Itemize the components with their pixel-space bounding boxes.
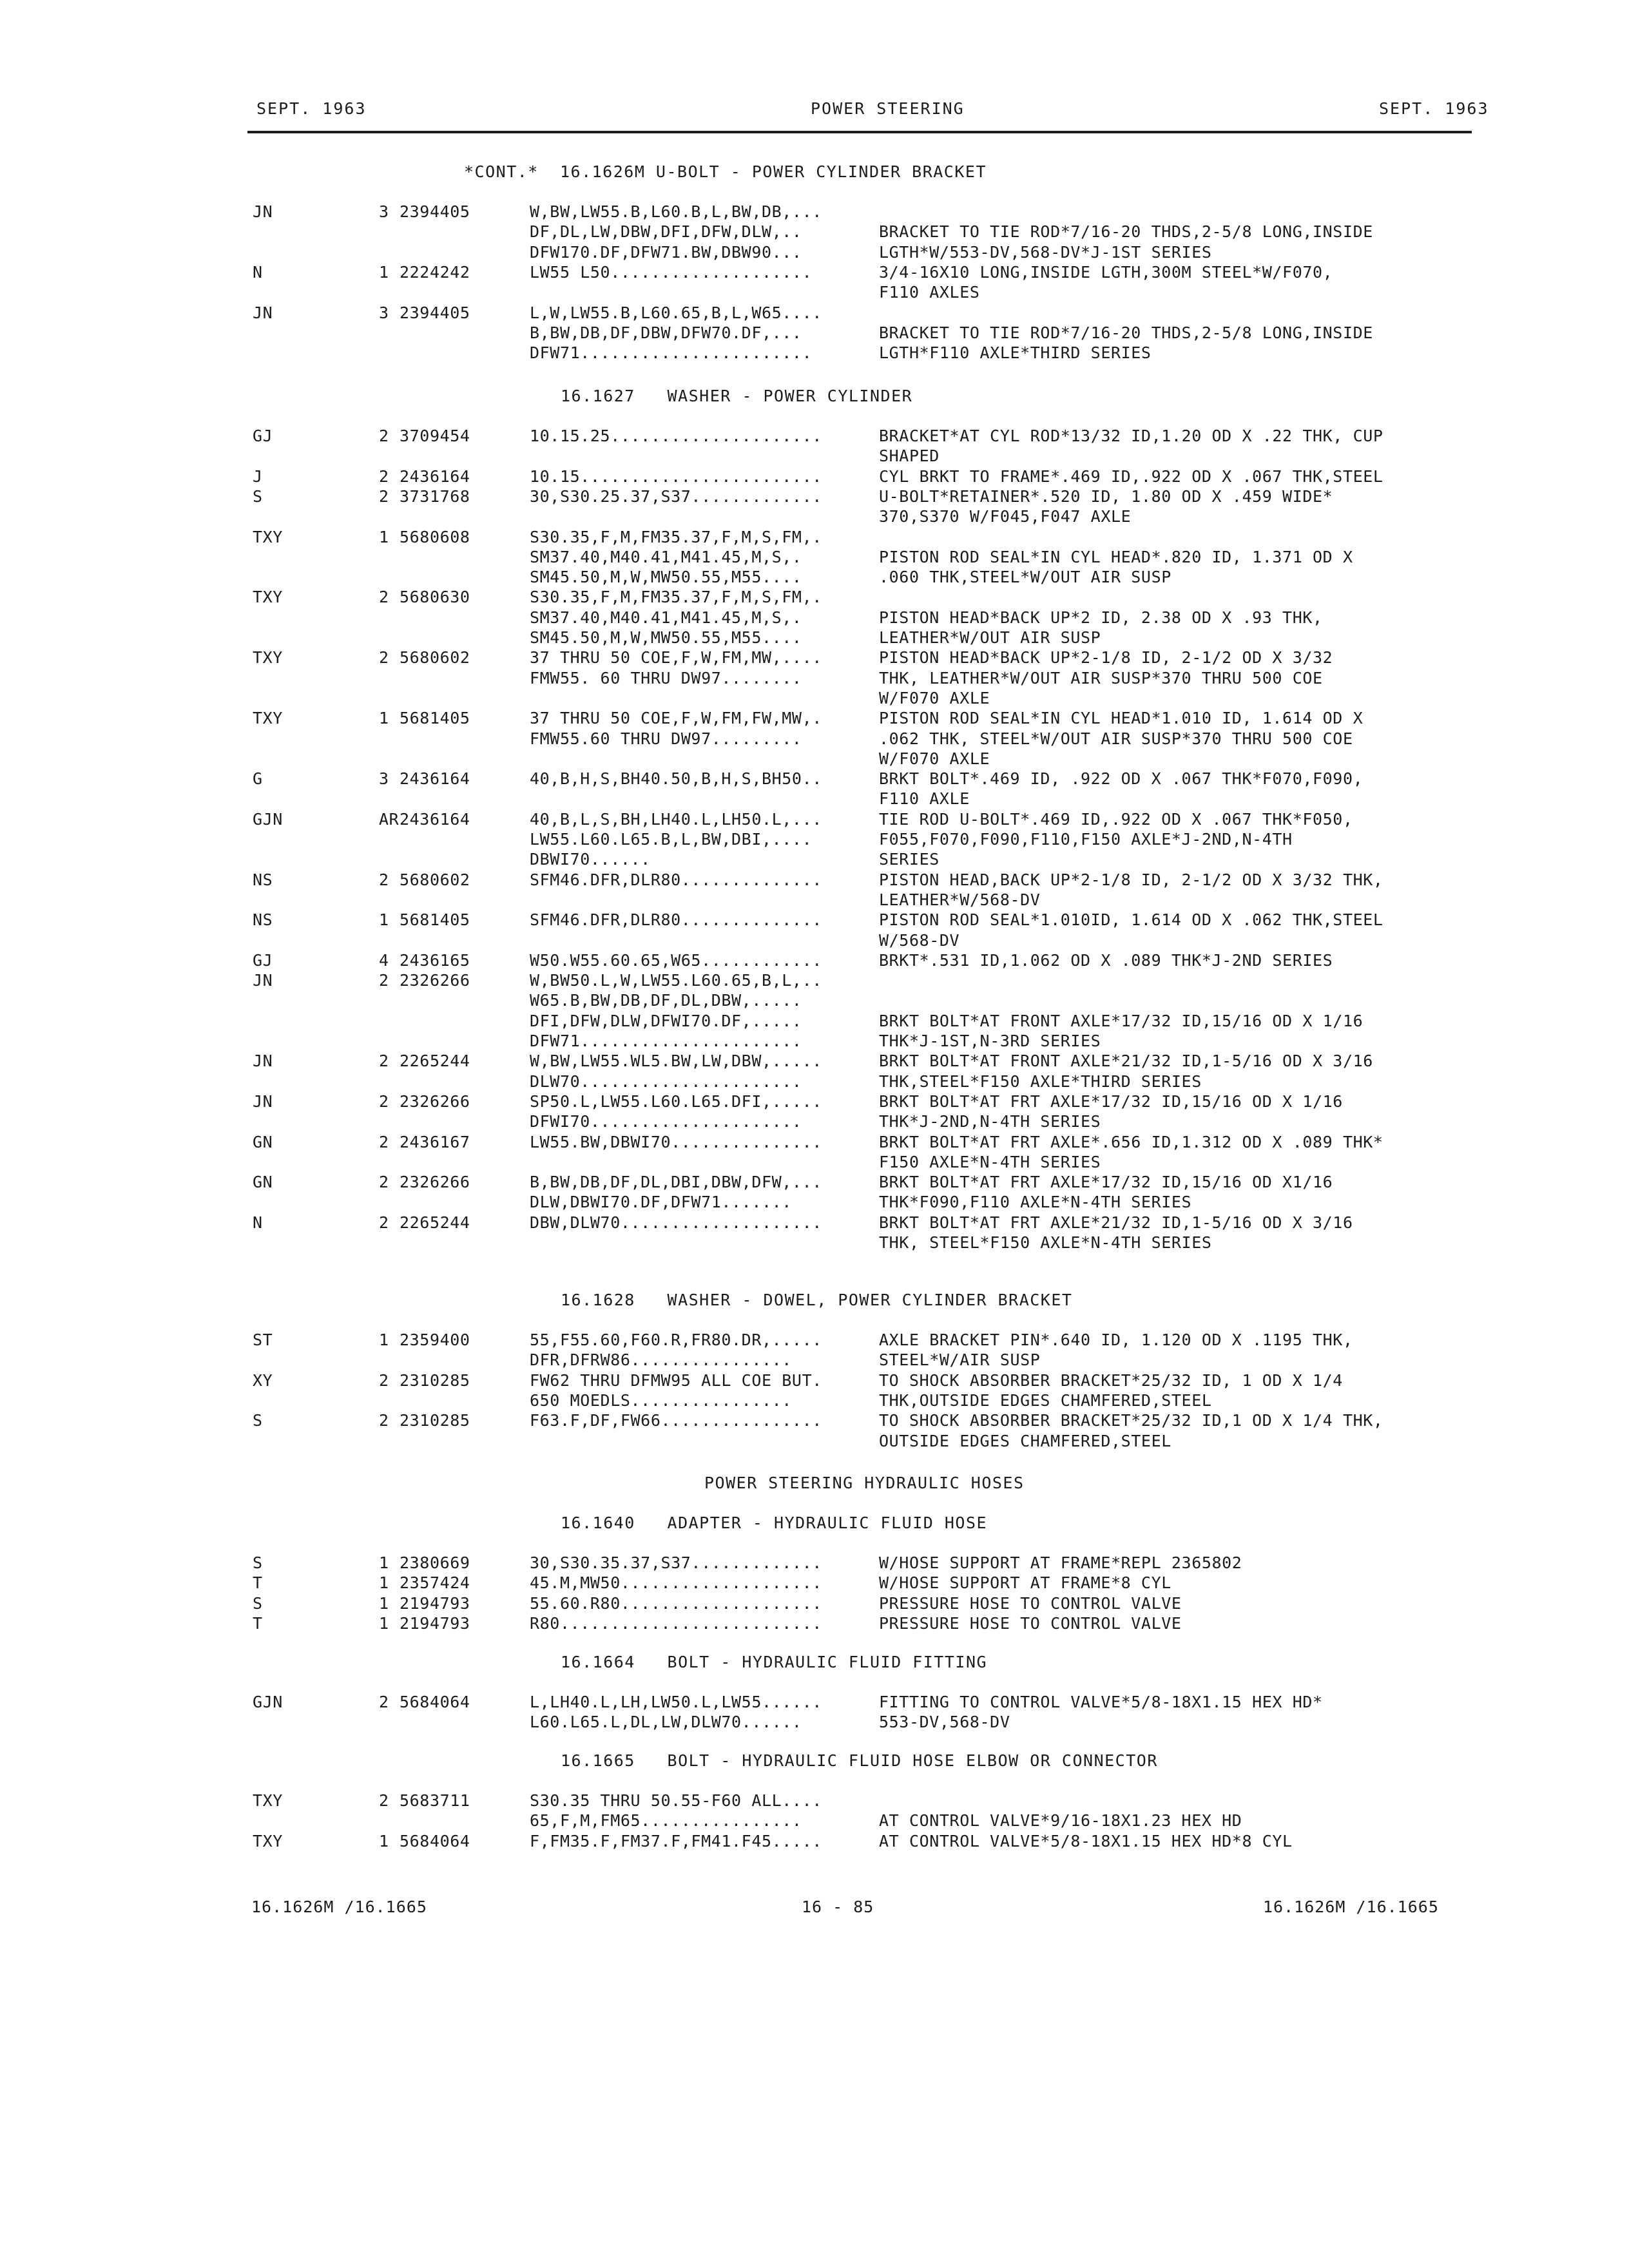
page-number: 16 - 85 xyxy=(802,1898,874,1916)
row-description: BRKT BOLT*AT FRT AXLE*17/32 ID,15/16 OD X1/16 xyxy=(879,1173,1333,1192)
row-code: GJ xyxy=(253,950,273,970)
row-qty: 2 xyxy=(379,1370,389,1390)
row-description: PISTON HEAD*BACK UP*2-1/8 ID, 2-1/2 OD X 3/32 xyxy=(879,648,1333,668)
row-application: F,FM35.F,FM37.F,FM41.F45..... xyxy=(530,1831,822,1850)
row-description: PISTON ROD SEAL*IN CYL HEAD*1.010 ID, 1.614 OD X xyxy=(879,709,1364,728)
row-part-number: 2359400 xyxy=(400,1331,470,1349)
row-part-number: 2436164 xyxy=(400,769,470,789)
row-description: F150 AXLE*N-4TH SERIES xyxy=(879,1152,1101,1171)
row-application: W,BW,LW55.B,L60.B,L,BW,DB,... xyxy=(530,202,822,221)
row-description: SHAPED xyxy=(879,447,940,466)
row-application: DBW,DLW70.................... xyxy=(530,1213,822,1232)
row-part-number: 2436165 xyxy=(400,950,470,970)
row-qty: 3 xyxy=(379,769,389,789)
row-description: 3/4-16X10 LONG,INSIDE LGTH,300M STEEL*W/F070, xyxy=(879,262,1333,282)
row-part-number: 5681405 xyxy=(400,910,470,930)
row-description: THK,STEEL*F150 AXLE*THIRD SERIES xyxy=(879,1072,1202,1091)
row-code: S xyxy=(253,486,263,506)
row-qty: 1 xyxy=(379,1613,389,1633)
row-application: SFM46.DFR,DLR80.............. xyxy=(530,870,822,889)
row-description: W/F070 AXLE xyxy=(879,749,990,768)
row-application: W65.B,BW,DB,DF,DL,DBW,..... xyxy=(530,991,802,1010)
row-description: AT CONTROL VALVE*5/8-18X1.15 HEX HD*8 CYL xyxy=(879,1831,1293,1850)
row-description: BRKT BOLT*AT FRT AXLE*17/32 ID,15/16 OD X 1/16 xyxy=(879,1091,1343,1111)
row-code: ST xyxy=(253,1331,273,1349)
row-application: L,W,LW55.B,L60.65,B,L,W65.... xyxy=(530,303,822,322)
row-qty: 2 xyxy=(379,870,389,889)
row-description: THK*J-2ND,N-4TH SERIES xyxy=(879,1112,1101,1131)
row-qty: 2 xyxy=(379,588,389,607)
row-description: W/F070 AXLE xyxy=(879,688,990,707)
row-code: GJN xyxy=(253,809,283,829)
row-code: S xyxy=(253,1553,263,1572)
row-code: S xyxy=(253,1411,263,1430)
row-application: 45.M,MW50.................... xyxy=(530,1573,822,1593)
row-application: 40,B,H,S,BH40.50,B,H,S,BH50.. xyxy=(530,769,822,789)
row-application: S30.35,F,M,FM35.37,F,M,S,FM,. xyxy=(530,588,822,607)
row-part-number: 2224242 xyxy=(400,262,470,282)
row-qty: 3 xyxy=(379,202,389,221)
row-part-number: 5683711 xyxy=(400,1791,470,1810)
row-part-number: 2326266 xyxy=(400,1173,470,1192)
row-description: PISTON HEAD,BACK UP*2-1/8 ID, 2-1/2 OD X 3/32 THK, xyxy=(879,870,1383,889)
row-description: THK,OUTSIDE EDGES CHAMFERED,STEEL xyxy=(879,1390,1212,1410)
row-code: T xyxy=(253,1573,263,1593)
row-application: 30,S30.25.37,S37............. xyxy=(530,486,822,506)
row-qty: 1 xyxy=(379,1331,389,1349)
row-qty: 2 xyxy=(379,1791,389,1810)
row-application: LW55.L60.L65.B,L,BW,DBI,.... xyxy=(530,830,813,849)
row-application: DFWI70..................... xyxy=(530,1112,802,1131)
row-part-number: 2326266 xyxy=(400,1091,470,1111)
row-description: W/568-DV xyxy=(879,930,960,950)
row-qty: 2 xyxy=(379,1213,389,1232)
row-application: W,BW50.L,W,LW55.L60.65,B,L,.. xyxy=(530,971,822,990)
row-code: XY xyxy=(253,1370,273,1390)
section-heading: 16.1627 WASHER - POWER CYLINDER xyxy=(561,387,913,405)
row-code: JN xyxy=(253,971,273,990)
row-application: 10.15.25..................... xyxy=(530,427,822,445)
row-description: FITTING TO CONTROL VALVE*5/8-18X1.15 HEX HD* xyxy=(879,1693,1323,1711)
row-part-number: 2394405 xyxy=(400,202,470,221)
row-application: LW55 L50.................... xyxy=(530,262,813,282)
section-heading: POWER STEERING HYDRAULIC HOSES xyxy=(704,1474,1025,1492)
row-qty: 1 xyxy=(379,527,389,546)
row-code: GJ xyxy=(253,427,273,445)
row-code: T xyxy=(253,1613,263,1633)
row-code: NS xyxy=(253,870,273,889)
row-part-number: 2436164 xyxy=(400,809,470,829)
row-part-number: 2194793 xyxy=(400,1613,470,1633)
row-description: .062 THK, STEEL*W/OUT AIR SUSP*370 THRU 500 COE xyxy=(879,729,1353,748)
row-qty: 2 xyxy=(379,466,389,486)
row-application: DLW70...................... xyxy=(530,1072,802,1091)
row-part-number: 5684064 xyxy=(400,1693,470,1711)
row-code: JN xyxy=(253,303,273,322)
row-qty: 2 xyxy=(379,1132,389,1151)
row-qty: 2 xyxy=(379,486,389,506)
row-application: LW55.BW,DBWI70............... xyxy=(530,1132,822,1151)
row-application: 37 THRU 50 COE,F,W,FM,MW,.... xyxy=(530,648,822,668)
row-qty: 2 xyxy=(379,1052,389,1071)
row-application: FW62 THRU DFMW95 ALL COE BUT. xyxy=(530,1370,822,1390)
row-description: PISTON ROD SEAL*1.010ID, 1.614 OD X .062 THK,STEEL xyxy=(879,910,1383,930)
section-heading: 16.1665 BOLT - HYDRAULIC FLUID HOSE ELBOW OR CONNECTOR xyxy=(561,1751,1158,1770)
row-application: FMW55. 60 THRU DW97........ xyxy=(530,668,802,687)
row-qty: 1 xyxy=(379,1573,389,1593)
row-application: SM37.40,M40.41,M41.45,M,S,. xyxy=(530,547,802,566)
row-description: BRKT BOLT*AT FRT AXLE*.656 ID,1.312 OD X .089 THK* xyxy=(879,1132,1383,1151)
row-application: W,BW,LW55.WL5.BW,LW,DBW,..... xyxy=(530,1052,822,1071)
row-application: SM45.50,M,W,MW50.55,M55.... xyxy=(530,568,802,587)
row-description: CYL BRKT TO FRAME*.469 ID,.922 OD X .067 THK,STEEL xyxy=(879,466,1383,486)
header-left-date: SEPT. 1963 xyxy=(256,99,367,118)
row-description: F110 AXLES xyxy=(879,283,980,302)
row-qty: 2 xyxy=(379,1693,389,1711)
row-application: SM37.40,M40.41,M41.45,M,S,. xyxy=(530,608,802,627)
header-title: POWER STEERING xyxy=(811,99,965,118)
row-code: S xyxy=(253,1593,263,1613)
row-qty: 1 xyxy=(379,262,389,282)
row-part-number: 2380669 xyxy=(400,1553,470,1572)
row-code: GJN xyxy=(253,1693,283,1711)
row-code: JN xyxy=(253,1052,273,1071)
row-qty: 1 xyxy=(379,1831,389,1850)
row-qty: 2 xyxy=(379,427,389,445)
row-part-number: 2326266 xyxy=(400,971,470,990)
row-qty: 2 xyxy=(379,1173,389,1192)
row-application: B,BW,DB,DF,DBW,DFW70.DF,... xyxy=(530,323,802,342)
row-part-number: 2436167 xyxy=(400,1132,470,1151)
row-application: B,BW,DB,DF,DL,DBI,DBW,DFW,... xyxy=(530,1173,822,1192)
row-part-number: 2394405 xyxy=(400,303,470,322)
row-application: SFM46.DFR,DLR80.............. xyxy=(530,910,822,930)
row-description: SERIES xyxy=(879,850,940,869)
row-description: W/HOSE SUPPORT AT FRAME*8 CYL xyxy=(879,1573,1171,1593)
row-code: TXY xyxy=(253,588,283,607)
row-qty: 1 xyxy=(379,910,389,930)
row-code: G xyxy=(253,769,263,789)
row-qty: 2 xyxy=(379,1411,389,1430)
row-description: BRKT BOLT*AT FRONT AXLE*21/32 ID,1-5/16 OD X 3/16 xyxy=(879,1052,1373,1071)
row-application: S30.35,F,M,FM35.37,F,M,S,FM,. xyxy=(530,527,822,546)
row-part-number: 2310285 xyxy=(400,1370,470,1390)
row-application: DFW71....................... xyxy=(530,343,813,363)
row-application: SP50.L,LW55.L60.L65.DFI,..... xyxy=(530,1091,822,1111)
row-description: BRKT*.531 ID,1.062 OD X .089 THK*J-2ND SERIES xyxy=(879,950,1333,970)
row-description: .060 THK,STEEL*W/OUT AIR SUSP xyxy=(879,568,1171,587)
row-part-number: 5680602 xyxy=(400,870,470,889)
section-heading: *CONT.* 16.1626M U-BOLT - POWER CYLINDER BRACKET xyxy=(464,162,987,181)
row-description: AT CONTROL VALVE*9/16-18X1.23 HEX HD xyxy=(879,1811,1242,1831)
row-application: 55.60.R80.................... xyxy=(530,1593,822,1613)
row-description: BRACKET TO TIE ROD*7/16-20 THDS,2-5/8 LONG,INSIDE xyxy=(879,323,1373,342)
footer-left-ref: 16.1626M /16.1665 xyxy=(251,1898,427,1916)
row-qty: 2 xyxy=(379,1091,389,1111)
row-description: 370,S370 W/F045,F047 AXLE xyxy=(879,507,1132,526)
row-application: DFR,DFRW86................ xyxy=(530,1350,792,1370)
row-application: DBWI70...... xyxy=(530,850,651,869)
row-application: S30.35 THRU 50.55-F60 ALL.... xyxy=(530,1791,822,1810)
row-qty: 1 xyxy=(379,1593,389,1613)
row-description: TO SHOCK ABSORBER BRACKET*25/32 ID, 1 OD X 1/4 xyxy=(879,1370,1343,1390)
row-description: AXLE BRACKET PIN*.640 ID, 1.120 OD X .1195 THK, xyxy=(879,1331,1353,1349)
row-part-number: 2265244 xyxy=(400,1213,470,1232)
row-application: 40,B,L,S,BH,LH40.L,LH50.L,... xyxy=(530,809,822,829)
row-application: 55,F55.60,F60.R,FR80.DR,..... xyxy=(530,1331,822,1349)
row-description: THK*F090,F110 AXLE*N-4TH SERIES xyxy=(879,1193,1192,1212)
row-application: L,LH40.L,LH,LW50.L,LW55...... xyxy=(530,1693,822,1711)
row-qty: 1 xyxy=(379,709,389,728)
row-description: LEATHER*W/568-DV xyxy=(879,890,1041,909)
row-part-number: 3709454 xyxy=(400,427,470,445)
section-heading: 16.1664 BOLT - HYDRAULIC FLUID FITTING xyxy=(561,1653,988,1671)
row-code: GN xyxy=(253,1173,273,1192)
row-application: DF,DL,LW,DBW,DFI,DFW,DLW,.. xyxy=(530,222,802,242)
row-part-number: 2194793 xyxy=(400,1593,470,1613)
row-description: F055,F070,F090,F110,F150 AXLE*J-2ND,N-4TH xyxy=(879,830,1293,849)
row-description: BRKT BOLT*AT FRT AXLE*21/32 ID,1-5/16 OD X 3/16 xyxy=(879,1213,1353,1232)
row-description: BRACKET*AT CYL ROD*13/32 ID,1.20 OD X .22 THK, CUP xyxy=(879,427,1383,445)
row-description: PRESSURE HOSE TO CONTROL VALVE xyxy=(879,1593,1182,1613)
row-application: DFW71...................... xyxy=(530,1032,802,1050)
footer-right-ref: 16.1626M /16.1665 xyxy=(1263,1898,1439,1916)
row-application: F63.F,DF,FW66................ xyxy=(530,1411,822,1430)
section-heading: 16.1640 ADAPTER - HYDRAULIC FLUID HOSE xyxy=(561,1514,988,1532)
header-right-date: SEPT. 1963 xyxy=(1379,99,1489,118)
row-code: N xyxy=(253,262,263,282)
row-qty: 3 xyxy=(379,303,389,322)
row-description: THK*J-1ST,N-3RD SERIES xyxy=(879,1032,1101,1050)
row-part-number: 2265244 xyxy=(400,1052,470,1071)
row-description: PISTON ROD SEAL*IN CYL HEAD*.820 ID, 1.371 OD X xyxy=(879,547,1353,566)
row-code: JN xyxy=(253,202,273,221)
row-description: PISTON HEAD*BACK UP*2 ID, 2.38 OD X .93 THK, xyxy=(879,608,1323,627)
row-qty: 1 xyxy=(379,1553,389,1572)
row-part-number: 3731768 xyxy=(400,486,470,506)
row-application: 37 THRU 50 COE,F,W,FM,FW,MW,. xyxy=(530,709,822,728)
row-description: U-BOLT*RETAINER*.520 ID, 1.80 OD X .459 WIDE* xyxy=(879,486,1333,506)
row-part-number: 5680630 xyxy=(400,588,470,607)
row-code: TXY xyxy=(253,648,283,668)
row-application: DLW,DBWI70.DF,DFW71....... xyxy=(530,1193,792,1212)
row-application: 65,F,M,FM65................ xyxy=(530,1811,802,1831)
row-description: F110 AXLE xyxy=(879,789,970,809)
row-description: LEATHER*W/OUT AIR SUSP xyxy=(879,628,1101,647)
row-qty: 2 xyxy=(379,971,389,990)
row-description: TIE ROD U-BOLT*.469 ID,.922 OD X .067 THK*F050, xyxy=(879,809,1353,829)
row-description: STEEL*W/AIR SUSP xyxy=(879,1350,1041,1370)
header-rule xyxy=(247,131,1472,133)
row-application: L60.L65.L,DL,LW,DLW70...... xyxy=(530,1713,802,1732)
row-application: SM45.50,M,W,MW50.55,M55.... xyxy=(530,628,802,647)
row-description: 553-DV,568-DV xyxy=(879,1713,1010,1732)
row-description: THK, STEEL*F150 AXLE*N-4TH SERIES xyxy=(879,1233,1212,1252)
row-description: BRACKET TO TIE ROD*7/16-20 THDS,2-5/8 LONG,INSIDE xyxy=(879,222,1373,242)
row-code: N xyxy=(253,1213,263,1232)
row-application: 10.15........................ xyxy=(530,466,822,486)
row-part-number: 5681405 xyxy=(400,709,470,728)
row-application: 30,S30.35.37,S37............. xyxy=(530,1553,822,1572)
row-code: JN xyxy=(253,1091,273,1111)
row-part-number: 2357424 xyxy=(400,1573,470,1593)
row-code: TXY xyxy=(253,1831,283,1850)
row-description: PRESSURE HOSE TO CONTROL VALVE xyxy=(879,1613,1182,1633)
row-description: LGTH*W/553-DV,568-DV*J-1ST SERIES xyxy=(879,242,1212,262)
row-application: 650 MOEDLS................ xyxy=(530,1390,792,1410)
row-part-number: 2436164 xyxy=(400,466,470,486)
row-application: W50.W55.60.65,W65............ xyxy=(530,950,822,970)
row-code: GN xyxy=(253,1132,273,1151)
row-qty: 2 xyxy=(379,648,389,668)
row-application: DFI,DFW,DLW,DFWI70.DF,..... xyxy=(530,1011,802,1030)
row-code: TXY xyxy=(253,527,283,546)
row-code: J xyxy=(253,466,263,486)
row-code: NS xyxy=(253,910,273,930)
row-code: TXY xyxy=(253,1791,283,1810)
section-heading: 16.1628 WASHER - DOWEL, POWER CYLINDER BRACKET xyxy=(561,1291,1073,1309)
row-description: W/HOSE SUPPORT AT FRAME*REPL 2365802 xyxy=(879,1553,1242,1572)
row-part-number: 2310285 xyxy=(400,1411,470,1430)
row-description: OUTSIDE EDGES CHAMFERED,STEEL xyxy=(879,1431,1171,1450)
row-part-number: 5680608 xyxy=(400,527,470,546)
row-application: DFW170.DF,DFW71.BW,DBW90... xyxy=(530,242,802,262)
row-part-number: 5684064 xyxy=(400,1831,470,1850)
row-qty: AR xyxy=(379,809,400,829)
row-description: TO SHOCK ABSORBER BRACKET*25/32 ID,1 OD X 1/4 THK, xyxy=(879,1411,1383,1430)
row-qty: 4 xyxy=(379,950,389,970)
row-description: LGTH*F110 AXLE*THIRD SERIES xyxy=(879,343,1152,363)
row-description: BRKT BOLT*AT FRONT AXLE*17/32 ID,15/16 OD X 1/16 xyxy=(879,1011,1364,1030)
row-description: BRKT BOLT*.469 ID, .922 OD X .067 THK*F070,F090, xyxy=(879,769,1364,789)
row-application: FMW55.60 THRU DW97......... xyxy=(530,729,802,748)
row-code: TXY xyxy=(253,709,283,728)
row-description: THK, LEATHER*W/OUT AIR SUSP*370 THRU 500 COE xyxy=(879,668,1323,687)
row-application: R80.......................... xyxy=(530,1613,822,1633)
row-part-number: 5680602 xyxy=(400,648,470,668)
